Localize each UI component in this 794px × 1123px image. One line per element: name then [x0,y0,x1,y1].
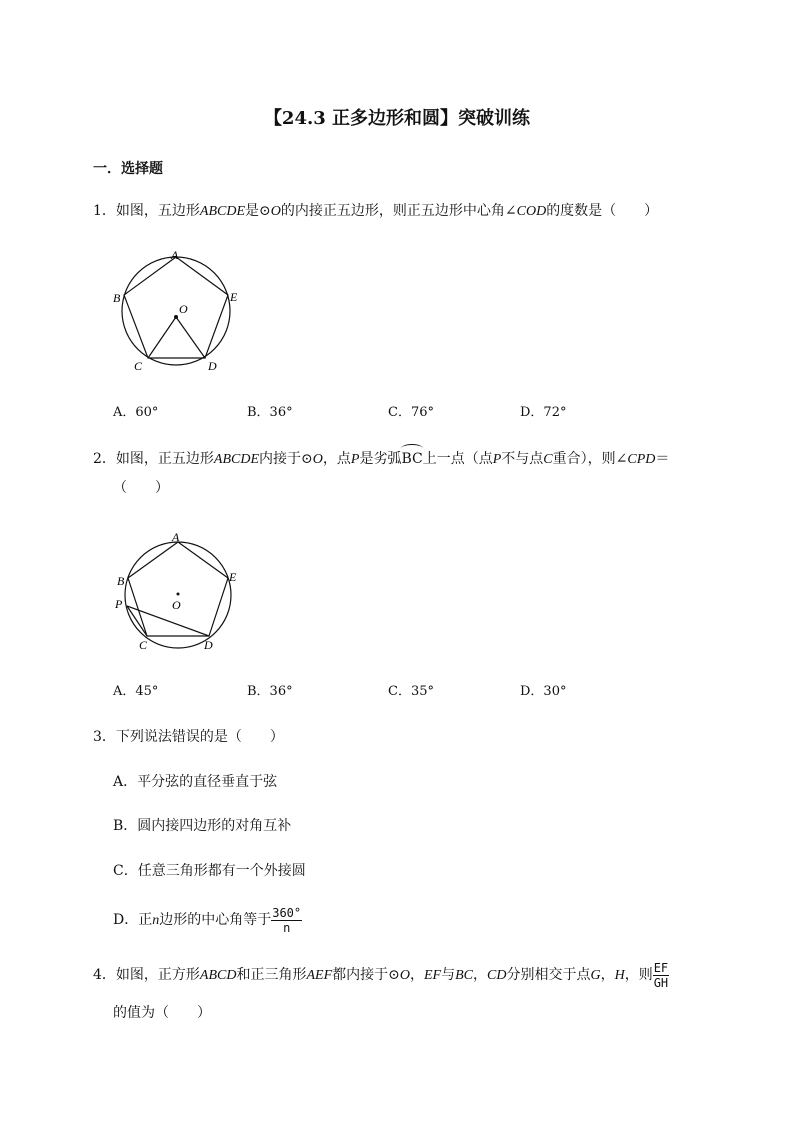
q2-option-c[interactable]: C．35° [388,684,434,699]
section-heading: 一．选择题 [93,161,163,177]
label-b: B [113,291,121,305]
label-o: O [179,302,188,316]
label-a: A [171,248,179,262]
label-o: O [172,598,181,612]
question-4-stem: 4．如图，正方形ABCD和正三角形AEF都内接于⊙O，EF与BC，CD分别相交于点G，H，则 $\frac{EF}{GH}$ [93,960,669,990]
q2-option-a[interactable]: A．45° [113,684,159,699]
q2-option-b[interactable]: B．36° [247,684,293,699]
fraction-ef-over-gh: $\frac{EF}{GH}$ [653,960,669,990]
label-c: C [134,359,143,373]
page-title: 【24.3 正多边形和圆】突破训练 [263,108,531,129]
label-e: E [230,290,238,304]
label-d: D [204,638,213,652]
q3-option-d[interactable]: D．正n边形的中心角等于 $\frac{360^\circ}{n}$ [113,905,302,935]
q1-option-c[interactable]: C．76° [388,405,434,420]
fraction-360-over-n: $\frac{360^\circ}{n}$ [272,905,302,935]
label-p: P [115,597,123,611]
question-4-blank: 的值为（ ） [113,1005,211,1021]
q2-option-d[interactable]: D．30° [520,684,567,699]
question-1-stem: 1．如图，五边形ABCDE是⊙O的内接正五边形，则正五边形中心角∠COD的度数是（ ） [93,203,659,219]
q1-option-d[interactable]: D．72° [520,405,567,420]
q3-option-a[interactable]: A．平分弦的直径垂直于弦 [113,774,278,790]
q3-option-c[interactable]: C．任意三角形都有一个外接圆 [113,863,306,879]
label-e: E [229,570,237,584]
question-2-figure [108,528,248,658]
question-3-stem: 3．下列说法错误的是（ ） [93,729,284,745]
question-2-blank: （ ） [113,480,169,496]
q1-option-a[interactable]: A．60° [113,405,159,420]
question-1-figure [108,246,248,376]
q3-option-b[interactable]: B．圆内接四边形的对角互补 [113,818,292,834]
label-c: C [139,638,148,652]
question-2-stem: 2．如图，正五边形ABCDE内接于⊙O，点P是劣弧BC上一点（点P不与点C重合），则∠CPD＝ [93,451,670,467]
label-d: D [208,359,217,373]
arc-bc: BC [401,451,423,467]
label-b: B [117,574,125,588]
label-a: A [172,530,180,544]
q1-option-b[interactable]: B．36° [247,405,293,420]
